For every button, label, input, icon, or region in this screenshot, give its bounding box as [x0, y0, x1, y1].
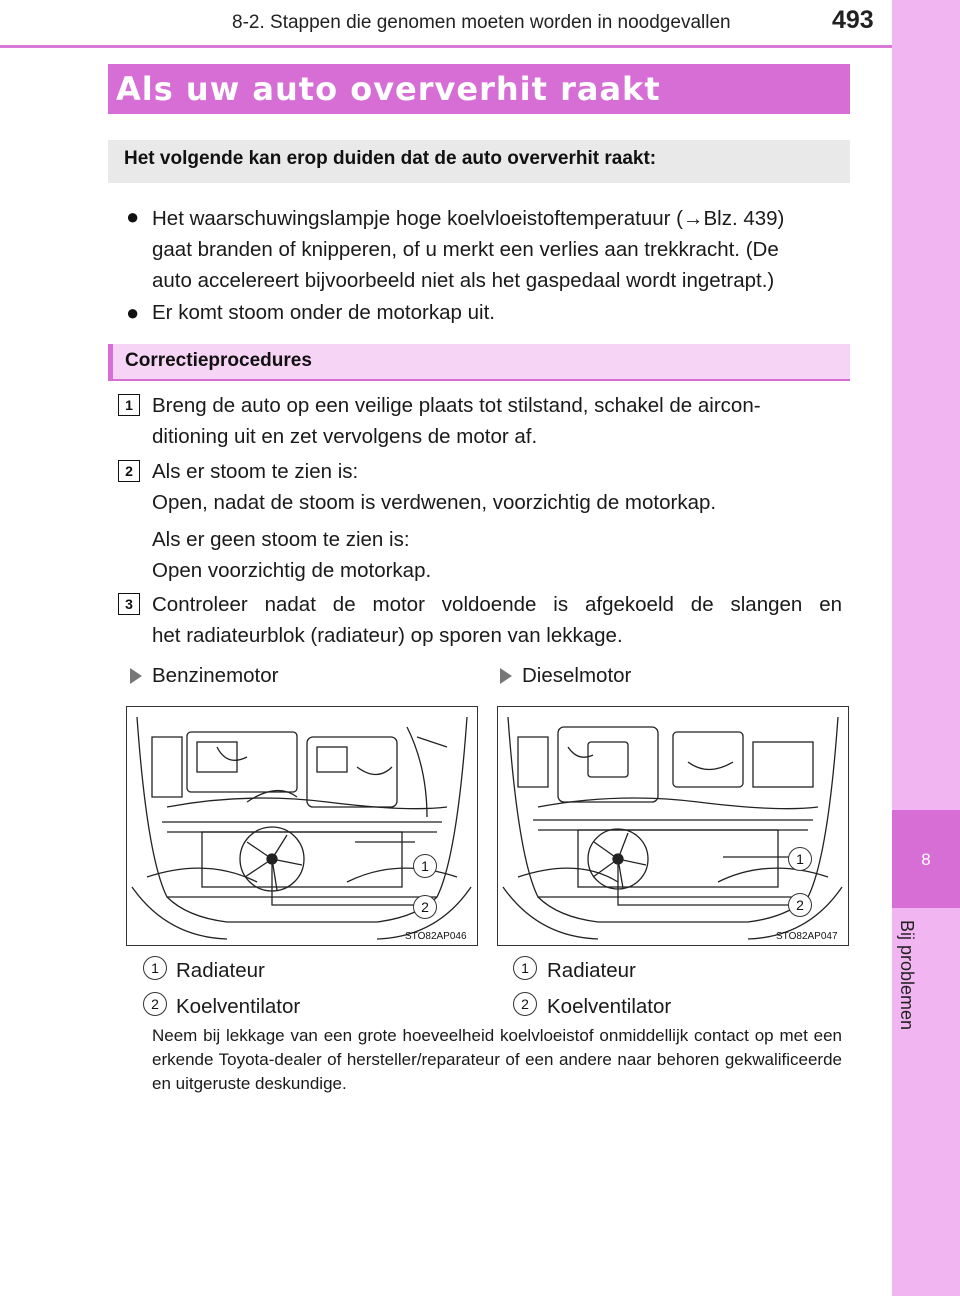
chapter-number-tab: [892, 810, 960, 908]
procedures-heading-box: [108, 344, 850, 381]
step-1-line: Breng de auto op een veilige plaats tot stilstand, schakel de aircon-: [152, 394, 761, 417]
chapter-label: Bij problemen: [897, 920, 917, 1031]
bullet-1-text: [152, 203, 847, 296]
petrol-engine-illustration: [126, 706, 478, 946]
bullet-1-line: gaat branden of knipperen, of u merkt een verlies aan trekkracht. (De: [152, 238, 779, 261]
step-1-number: 1: [118, 394, 140, 416]
legend-number: 2: [143, 992, 167, 1016]
bullet-1-line: Het waarschuwingslampje hoge koelvloeistoftemperatuur (→Blz. 439): [152, 207, 785, 230]
step-3-number: 3: [118, 593, 140, 615]
chapter-number: 8: [921, 850, 931, 869]
procedures-heading: Correctieprocedures: [125, 350, 312, 371]
legend-label: Koelventilator: [547, 995, 672, 1018]
legend-number: 1: [143, 956, 167, 980]
bullet-1-line: auto accelereert bijvoorbeeld niet als het gaspedaal wordt ingetrapt.): [152, 269, 775, 292]
page-banner: [108, 64, 850, 114]
legend-label: Radiateur: [176, 959, 265, 982]
step-1-text: [152, 390, 842, 452]
header-rule: [0, 45, 892, 48]
figure-code: STO82AP046: [405, 931, 467, 942]
diesel-engine-heading: Dieselmotor: [522, 664, 632, 687]
step-3-text: [152, 589, 842, 651]
legend-number: 1: [513, 956, 537, 980]
step-2-text: [152, 456, 842, 586]
petrol-engine-heading: Benzinemotor: [152, 664, 279, 687]
diesel-engine-illustration: [497, 706, 849, 946]
triangle-bullet-icon: [130, 668, 142, 684]
step-2-line: Als er stoom te zien is:: [152, 460, 359, 483]
signs-heading: Het volgende kan erop duiden dat de auto oververhit raakt:: [124, 148, 657, 169]
callout-1: 1: [413, 854, 437, 878]
legend-label: Koelventilator: [176, 995, 301, 1018]
bullet-2-text: Er komt stoom onder de motorkap uit.: [152, 301, 495, 324]
legend-number: 2: [513, 992, 537, 1016]
chapter-side-tab: [892, 0, 960, 1296]
bullet-dot: ●: [126, 204, 140, 229]
step-2-line: Als er geen stoom te zien is:: [152, 528, 410, 551]
callout-2: 2: [788, 893, 812, 917]
callout-1: 1: [788, 847, 812, 871]
callout-2: 2: [413, 895, 437, 919]
section-title: 8-2. Stappen die genomen moeten worden in noodgevallen: [232, 12, 731, 33]
page-title: Als uw auto oververhit raakt: [116, 70, 661, 108]
step-1-line: ditioning uit en zet vervolgens de motor af.: [152, 425, 538, 448]
signs-heading-box: [108, 140, 850, 183]
step-2-line: Open, nadat de stoom is verdwenen, voorzichtig de motorkap.: [152, 491, 717, 514]
leak-note: Neem bij lekkage van een grote hoeveelheid koelvloeistof onmiddellijk contact op met een erkende Toyota-dealer of hersteller/reparateur of een andere naar behoren gekwalificeerde en uitgeruste deskundige.: [152, 1026, 842, 1093]
legend-label: Radiateur: [547, 959, 636, 982]
triangle-bullet-icon: [500, 668, 512, 684]
step-2-number: 2: [118, 460, 140, 482]
page-number: 493: [832, 6, 874, 34]
step-2-line: Open voorzichtig de motorkap.: [152, 559, 432, 582]
bullet-dot: ●: [126, 300, 140, 325]
step-3-line: het radiateurblok (radiateur) op sporen van lekkage.: [152, 624, 623, 647]
chapter-label-box: [896, 920, 926, 1050]
step-3-line: Controleer nadat de motor voldoende is afgekoeld de slangen en: [152, 593, 842, 616]
figure-code: STO82AP047: [776, 931, 838, 942]
